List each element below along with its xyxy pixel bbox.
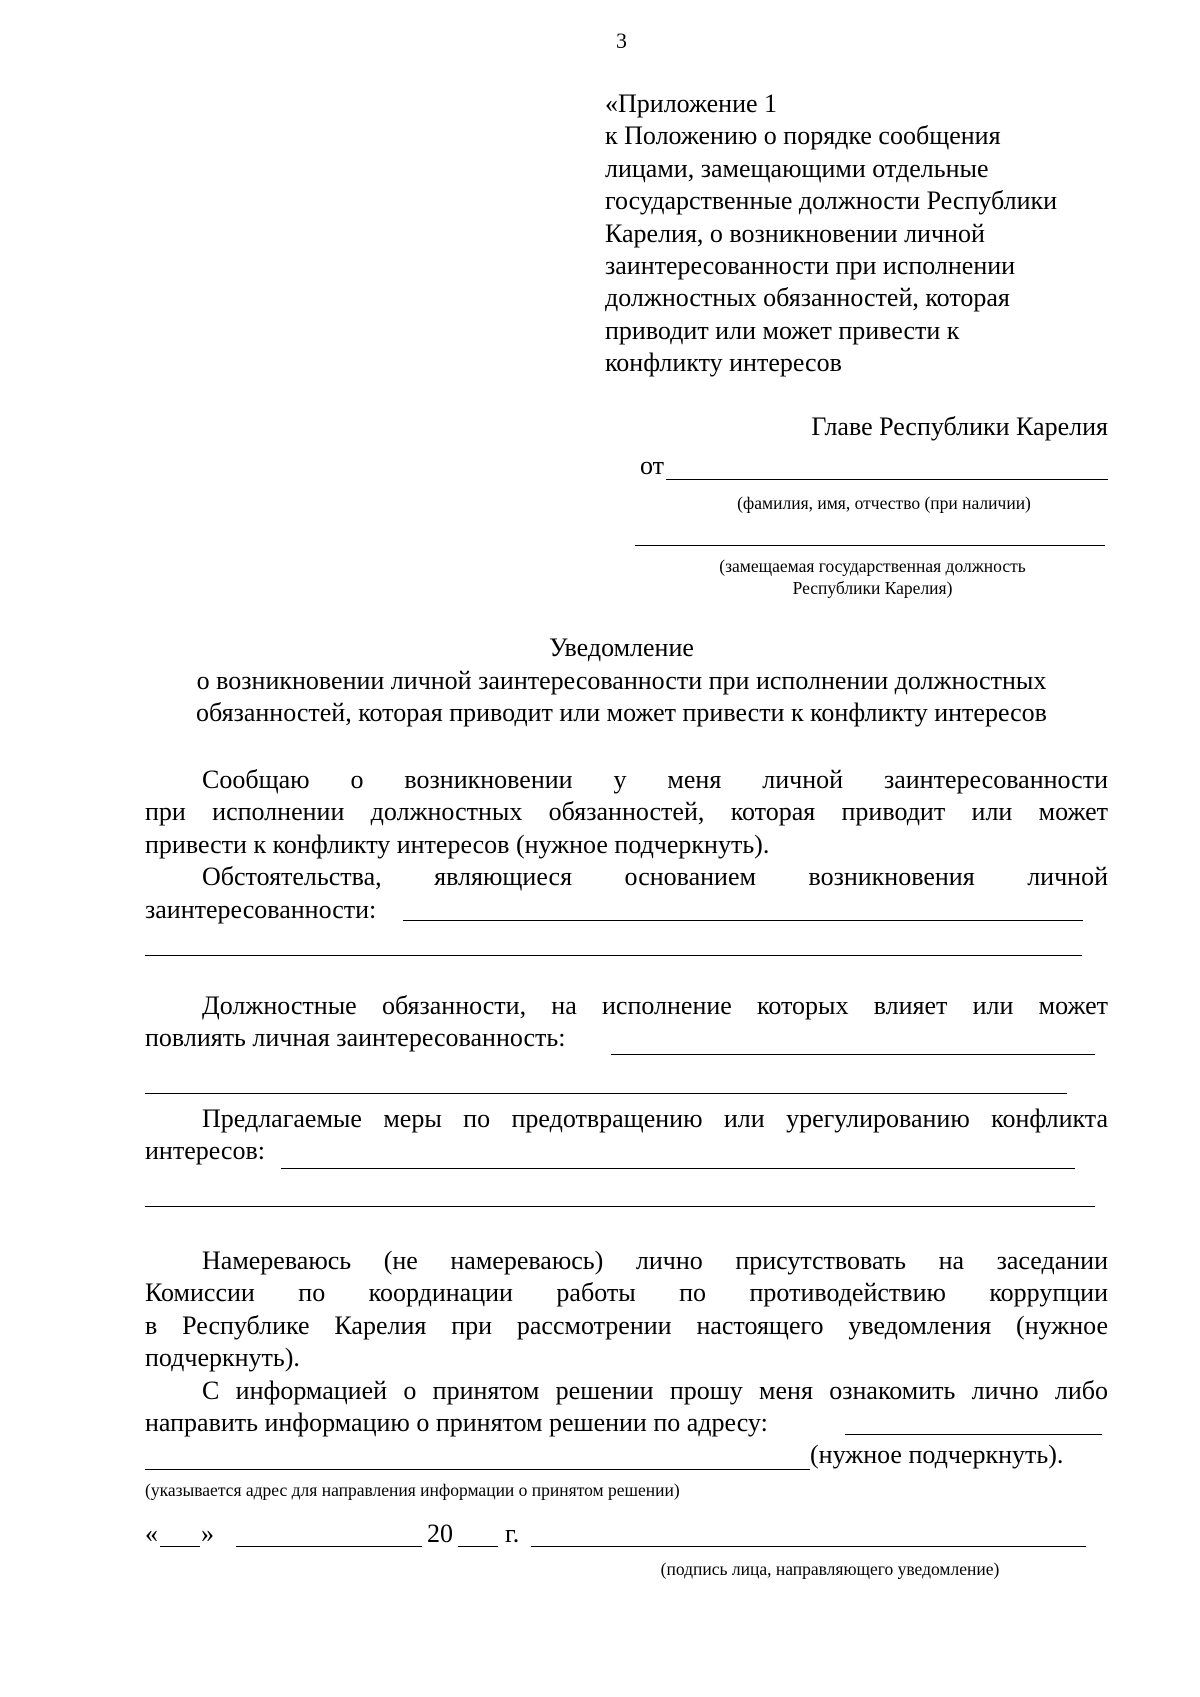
duties-row bbox=[145, 1022, 1108, 1054]
text-line: интересов: bbox=[145, 1136, 265, 1166]
duties-field-2[interactable] bbox=[145, 1093, 1067, 1094]
date-signature-row bbox=[145, 1519, 1095, 1553]
measures-field-2[interactable] bbox=[145, 1206, 1095, 1207]
text-line: подчеркнуть). bbox=[145, 1343, 300, 1373]
paragraph-duties bbox=[145, 990, 1108, 1055]
text-line: Комиссии по координации работы по противодействию коррупции bbox=[145, 1278, 1108, 1308]
text-line: повлиять личная заинтересованность: bbox=[145, 1023, 566, 1053]
day-field[interactable] bbox=[160, 1546, 200, 1547]
address-caption: (указывается адрес для направления информации о принятом решении) bbox=[145, 1480, 680, 1500]
date-close-quote: » bbox=[201, 1519, 214, 1548]
appendix-line: к Положению о порядке сообщения bbox=[605, 121, 1001, 151]
circumstances-row bbox=[145, 894, 1108, 926]
year-suffix: г. bbox=[505, 1519, 520, 1548]
document-title: Уведомление bbox=[549, 633, 694, 662]
paragraph-measures bbox=[145, 1103, 1108, 1168]
appendix-line: должностных обязанностей, которая bbox=[605, 283, 1010, 313]
year-prefix: 20 bbox=[427, 1519, 453, 1548]
sender-position-field[interactable] bbox=[635, 545, 1105, 546]
signature-caption: (подпись лица, направляющего уведомление) bbox=[660, 1559, 1000, 1579]
text-line: Должностные обязанности, на исполнение которых влияет или может bbox=[202, 991, 1108, 1020]
from-label: от bbox=[640, 451, 665, 480]
appendix-line: приводит или может привести к bbox=[605, 315, 960, 345]
name-caption: (фамилия, имя, отчество (при наличии) bbox=[737, 493, 1031, 513]
appendix-line: конфликту интересов bbox=[605, 348, 842, 378]
appendix-line: заинтересованности при исполнении bbox=[605, 251, 1016, 281]
paragraph-report bbox=[145, 764, 1108, 926]
circumstances-field-1[interactable] bbox=[403, 920, 1083, 921]
text-line: С информацией о принятом решении прошу меня ознакомить лично либо bbox=[202, 1375, 1108, 1405]
text-line: Намереваюсь (не намереваюсь) лично присутствовать на заседании bbox=[202, 1246, 1108, 1275]
text-line: при исполнении должностных обязанностей, которая приводит или может bbox=[145, 797, 1108, 827]
sender-name-field[interactable] bbox=[666, 479, 1108, 480]
circumstances-field-2[interactable] bbox=[145, 955, 1082, 956]
date-open-quote: « bbox=[145, 1519, 158, 1548]
text-line: в Республике Карелия при рассмотрении настоящего уведомления (нужное bbox=[145, 1310, 1108, 1340]
document-subtitle-line1: о возникновении личной заинтересованности при исполнении должностных bbox=[196, 666, 1047, 695]
document-subtitle-line2: обязанностей, которая приводит или может привести к конфликту интересов bbox=[196, 698, 1047, 727]
page-number: 3 bbox=[616, 28, 627, 53]
appendix-line: государственные должности Республики bbox=[605, 186, 1058, 216]
appendix-header bbox=[605, 88, 1125, 380]
text-line: заинтересованности: bbox=[145, 894, 377, 924]
position-caption bbox=[640, 555, 1105, 599]
appendix-line: лицами, замещающими отдельные bbox=[605, 153, 989, 183]
address-field-2[interactable] bbox=[145, 1469, 810, 1470]
appendix-line: Карелия, о возникновении личной bbox=[605, 218, 985, 248]
appendix-line: «Приложение 1 bbox=[605, 89, 778, 118]
month-field[interactable] bbox=[236, 1546, 422, 1547]
measures-row bbox=[145, 1135, 1108, 1167]
year-field[interactable] bbox=[458, 1546, 498, 1547]
address-field-1[interactable] bbox=[845, 1434, 1102, 1435]
underline-note: (нужное подчеркнуть). bbox=[810, 1440, 1064, 1470]
text-line: Обстоятельства, являющиеся основанием возникновения личной bbox=[202, 862, 1108, 892]
address-row-2 bbox=[145, 1439, 1108, 1471]
text-line: Сообщаю о возникновении у меня личной заинтересованности bbox=[202, 765, 1108, 794]
duties-field-1[interactable] bbox=[611, 1054, 1095, 1055]
measures-field-1[interactable] bbox=[281, 1168, 1075, 1169]
signature-field[interactable] bbox=[531, 1546, 1086, 1547]
position-caption-line1: (замещаемая государственная должность bbox=[719, 556, 1026, 576]
text-line: Предлагаемые меры по предотвращению или урегулированию конфликта bbox=[202, 1104, 1108, 1133]
text-line: привести к конфликту интересов (нужное подчеркнуть). bbox=[145, 829, 770, 859]
addressee-to: Главе Республики Карелия bbox=[811, 412, 1108, 441]
paragraph-attendance bbox=[145, 1245, 1108, 1472]
position-caption-line2: Республики Карелия) bbox=[792, 578, 953, 598]
text-line: направить информацию о принятом решении по адресу: bbox=[145, 1408, 768, 1438]
